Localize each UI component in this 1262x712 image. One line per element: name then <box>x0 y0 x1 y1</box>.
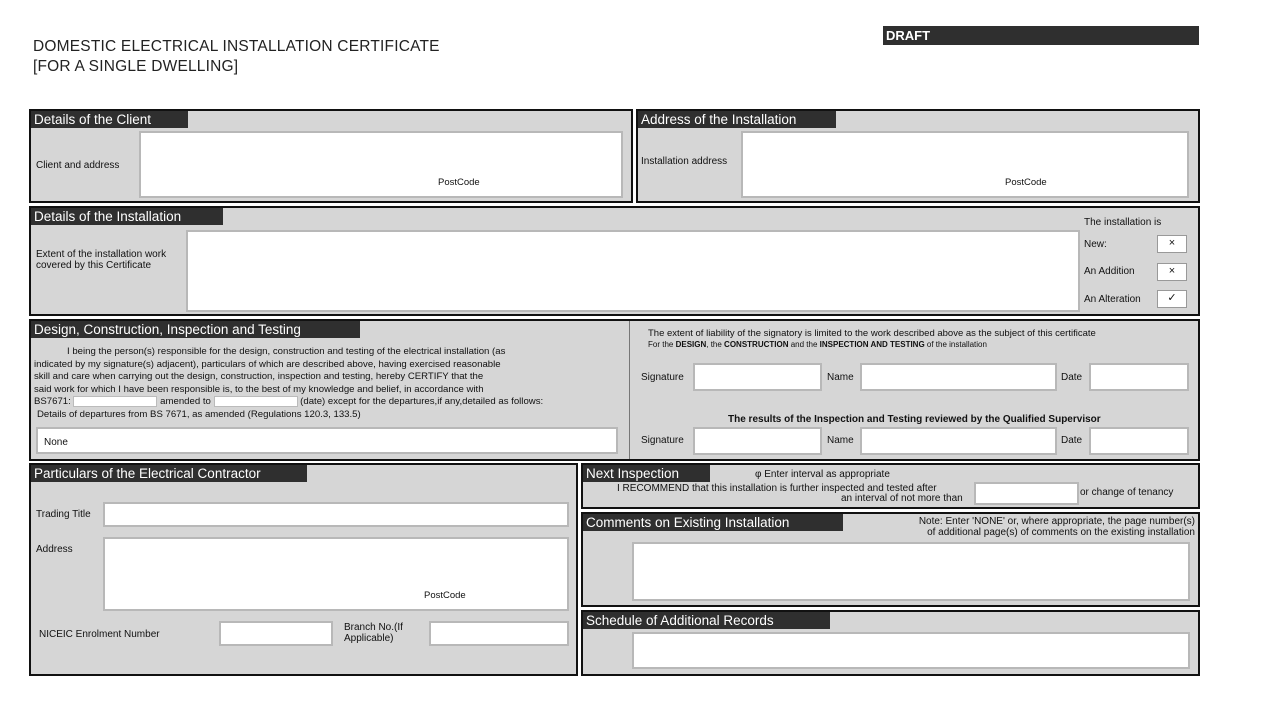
addition-checkbox[interactable]: × <box>1157 263 1187 281</box>
supervisor-date-field[interactable] <box>1089 427 1189 455</box>
certify-line-5 <box>34 396 624 409</box>
alteration-checkbox[interactable]: ✓ <box>1157 290 1187 308</box>
amended-to-label: amended to <box>160 396 211 408</box>
supervisor-name-label: Name <box>827 435 854 446</box>
tenancy-label: or change of tenancy <box>1080 487 1174 498</box>
departures-field[interactable] <box>36 427 618 454</box>
scope-text-4: of the installation <box>924 340 987 349</box>
designer-date-label: Date <box>1061 372 1083 383</box>
branch-field[interactable] <box>429 621 569 646</box>
supervisor-name-field[interactable] <box>860 427 1057 455</box>
certificate-title <box>33 37 440 77</box>
extent-label <box>36 249 166 271</box>
client-panel <box>29 109 633 203</box>
design-panel <box>29 319 1200 461</box>
installation-details-heading: Details of the Installation <box>31 208 223 225</box>
installation-address-field[interactable] <box>741 131 1189 198</box>
comments-note-line-1: Note: Enter 'NONE' or, where appropriate, the page number(s) <box>918 516 1195 527</box>
contractor-panel <box>29 463 578 676</box>
extent-label-line-1: Extent of the installation work <box>36 249 167 260</box>
client-heading: Details of the Client <box>31 111 188 128</box>
liability-scope <box>648 339 987 350</box>
design-heading: Design, Construction, Inspection and Testing <box>31 321 360 338</box>
supervisor-heading: The results of the Inspection and Testing reviewed by the Qualified Supervisor <box>728 414 1101 425</box>
alteration-label: An Alteration <box>1084 294 1141 305</box>
comments-note <box>899 516 1195 538</box>
bs7671-edition-field[interactable] <box>73 396 157 407</box>
comments-heading: Comments on Existing Installation <box>583 514 843 531</box>
new-checkbox[interactable]: × <box>1157 235 1187 253</box>
scope-construction: CONSTRUCTION <box>724 340 789 349</box>
contractor-address-label: Address <box>36 544 73 555</box>
liability-statement: The extent of liability of the signatory is limited to the work described above as the subject of this certificate <box>648 328 1096 339</box>
title-line-1: DOMESTIC ELECTRICAL INSTALLATION CERTIFICATE <box>33 38 440 55</box>
departures-statement: (date) except for the departures,if any,detailed as follows: <box>300 396 544 408</box>
schedule-panel <box>581 610 1200 676</box>
extent-label-line-2: covered by this Certificate <box>36 260 152 271</box>
recommend-line-1: I RECOMMEND that this installation is further inspected and tested after <box>617 483 937 494</box>
contractor-heading: Particulars of the Electrical Contractor <box>31 465 307 482</box>
design-divider <box>629 321 630 459</box>
installation-postcode-label: PostCode <box>1005 177 1047 188</box>
trading-title-label: Trading Title <box>36 509 91 520</box>
certify-line-1: I being the person(s) responsible for the design, construction and testing of the electrical installation (as <box>67 346 506 357</box>
departures-value: None <box>44 437 68 448</box>
title-line-2: [FOR A SINGLE DWELLING] <box>33 58 239 75</box>
scope-text-2: , the <box>706 340 725 349</box>
scope-inspection-testing: INSPECTION AND TESTING <box>819 340 925 349</box>
trading-title-field[interactable] <box>103 502 569 527</box>
interval-note: φ Enter interval as appropriate <box>755 469 890 480</box>
certify-line-2: indicated by my signature(s) adjacent), particulars of which are described above, having exercised reasonable <box>34 358 501 370</box>
client-postcode-label: PostCode <box>438 177 480 188</box>
installation-address-label: Installation address <box>641 156 728 167</box>
next-inspection-heading: Next Inspection <box>583 465 710 482</box>
client-address-field[interactable] <box>139 131 623 198</box>
supervisor-signature-label: Signature <box>641 435 684 446</box>
bs7671-label: BS7671: <box>34 396 71 408</box>
scope-text-1: For the <box>648 340 676 349</box>
amended-date-field[interactable] <box>214 396 298 407</box>
next-inspection-panel <box>581 463 1200 509</box>
installation-details-panel <box>29 206 1200 316</box>
addition-label: An Addition <box>1084 266 1135 277</box>
comments-field[interactable] <box>632 542 1190 601</box>
designer-signature-field[interactable] <box>693 363 822 391</box>
new-label: New: <box>1084 239 1107 250</box>
contractor-address-field[interactable] <box>103 537 569 611</box>
comments-panel <box>581 512 1200 607</box>
scope-text-3: and the <box>788 340 820 349</box>
niceic-label: NICEIC Enrolment Number <box>39 629 160 640</box>
designer-name-field[interactable] <box>860 363 1057 391</box>
niceic-field[interactable] <box>219 621 333 646</box>
recommend-line-2: an interval of not more than <box>841 493 963 504</box>
certify-statement <box>34 346 624 422</box>
installation-is-label: The installation is <box>1084 217 1162 228</box>
designer-date-field[interactable] <box>1089 363 1189 391</box>
installation-address-panel <box>636 109 1200 203</box>
designer-signature-label: Signature <box>641 372 684 383</box>
interval-field[interactable] <box>974 482 1079 505</box>
extent-field[interactable] <box>186 230 1080 312</box>
scope-design: DESIGN <box>675 340 707 349</box>
supervisor-date-label: Date <box>1061 435 1083 446</box>
contractor-postcode-label: PostCode <box>424 590 466 601</box>
supervisor-signature-field[interactable] <box>693 427 822 455</box>
departures-label: Details of departures from BS 7671, as amended (Regulations 120.3, 133.5) <box>37 409 361 420</box>
designer-name-label: Name <box>827 372 854 383</box>
comments-note-line-2: of additional page(s) of comments on the existing installation <box>927 527 1195 538</box>
schedule-heading: Schedule of Additional Records <box>583 612 830 629</box>
certify-line-3: skill and care when carrying out the design, construction, inspection and testing, hereby CERTIFY that the <box>34 371 484 383</box>
branch-label <box>344 622 403 644</box>
certify-line-4: said work for which I have been responsible is, to the best of my knowledge and belief, in accordance with <box>34 383 484 395</box>
branch-label-line-1: Branch No.(If <box>344 622 403 633</box>
client-address-label: Client and address <box>36 160 120 171</box>
installation-address-heading: Address of the Installation <box>638 111 836 128</box>
branch-label-line-2: Applicable) <box>344 633 394 644</box>
schedule-field[interactable] <box>632 632 1190 669</box>
draft-banner: DRAFT <box>883 26 1199 45</box>
